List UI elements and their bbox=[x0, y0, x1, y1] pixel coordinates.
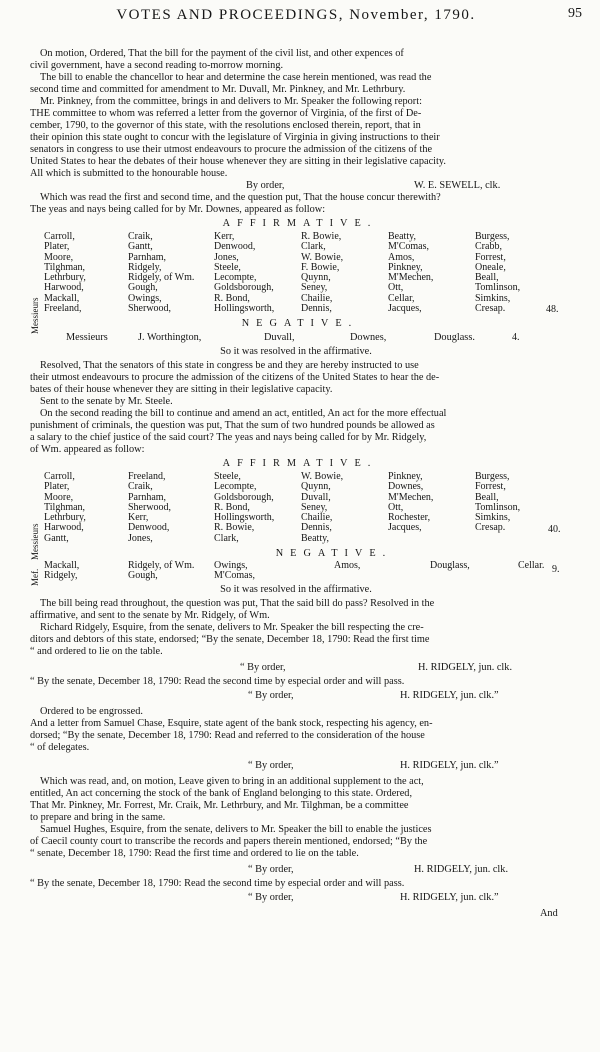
text-line: of Caecil county court to transcribe the records and papers therein mentioned, endorsed; “By the bbox=[30, 836, 428, 847]
member-name: Ott, bbox=[388, 501, 404, 513]
name-column bbox=[214, 232, 274, 314]
text-line: Which was read the first and second time, and the question put, That the house concur therewith? bbox=[40, 192, 441, 203]
member-name: F. Bowie, bbox=[301, 261, 340, 273]
signature-clerk: H. RIDGELY, jun. clk.” bbox=[400, 760, 499, 771]
text-line: cember, 1790, to the governor of this state, with the resolutions enclosed therein, report, that in bbox=[30, 120, 421, 131]
member-name: Lethrbury, bbox=[44, 272, 86, 284]
signature-by-order: “ By order, bbox=[248, 892, 294, 903]
member-name: Burgess, bbox=[475, 231, 510, 242]
member-name: Moore, bbox=[44, 491, 74, 503]
member-name: Hollingsworth, bbox=[214, 512, 275, 524]
text-line: to prepare and bring in the same. bbox=[30, 812, 166, 823]
member-name: Craik, bbox=[128, 231, 153, 242]
name-column bbox=[301, 232, 343, 314]
text-line: “ senate, December 18, 1790: Read the first time and ordered to lie on the table. bbox=[30, 848, 359, 859]
member-name: Ridgely, bbox=[128, 261, 162, 273]
member-name: Beall, bbox=[475, 491, 499, 503]
text-line: their opinion this state ought to concur with the legislature of Virginia in giving instructions to their bbox=[30, 132, 440, 143]
affirmative-roll-1 bbox=[44, 232, 564, 316]
member-name: Parnham, bbox=[128, 491, 167, 503]
member-name: Burgess, bbox=[475, 471, 510, 482]
member-name: Douglass, bbox=[430, 560, 470, 571]
member-name: Ott, bbox=[388, 282, 404, 294]
member-name: Ridgely, of Wm. bbox=[128, 560, 195, 571]
text-line: The bill being read throughout, the question was put, That the said bill do pass? Resolved in the bbox=[40, 598, 435, 609]
member-name: Tilghman, bbox=[44, 501, 86, 513]
text-line: And a letter from Samuel Chase, Esquire, state agent of the bank stock, respecting his agency, en- bbox=[30, 718, 433, 729]
member-name: Simkins, bbox=[475, 512, 511, 524]
member-name: Craik, bbox=[128, 481, 153, 493]
text-line: Sent to the senate by Mr. Steele. bbox=[40, 396, 173, 407]
text-line: Ordered to be engrossed. bbox=[40, 706, 143, 717]
name-column bbox=[301, 472, 343, 544]
name-column bbox=[128, 232, 194, 314]
member-name: Oneale, bbox=[475, 261, 506, 273]
member-name: Quynn, bbox=[301, 272, 331, 284]
member-name: Plater, bbox=[44, 481, 70, 493]
member-name: Rochester, bbox=[388, 512, 431, 524]
member-name: Steele, bbox=[214, 261, 241, 273]
name-column bbox=[518, 561, 544, 571]
signature-by-order: By order, bbox=[246, 180, 285, 191]
text-line: Richard Ridgely, Esquire, from the senate, delivers to Mr. Speaker the bill respecting the cre- bbox=[40, 622, 424, 633]
member-name: Ridgely, bbox=[44, 570, 78, 582]
name-column bbox=[475, 472, 520, 534]
member-name: Seney, bbox=[301, 282, 328, 294]
messieurs-side-label: Messieurs bbox=[30, 523, 40, 560]
member-name: Freeland, bbox=[44, 303, 82, 315]
text-line: Samuel Hughes, Esquire, from the senate, delivers to Mr. Speaker the bill to enable the justices bbox=[40, 824, 432, 835]
name-column bbox=[128, 472, 171, 544]
member-name: Freeland, bbox=[128, 471, 166, 482]
signature-by-order: “ By order, bbox=[248, 690, 294, 701]
text-line: The bill to enable the chancellor to hear and determine the case herein mentioned, was read the bbox=[40, 72, 432, 83]
text-line: bates of their house whenever they are sitting in their legislative capacity. bbox=[30, 384, 333, 395]
member-name: Beatty, bbox=[388, 231, 416, 242]
text-line: civil government, have a second reading to-morrow morning. bbox=[30, 60, 284, 71]
member-name: Gantt, bbox=[44, 532, 69, 544]
member-name: R. Bowie, bbox=[301, 231, 342, 242]
member-name: Forrest, bbox=[475, 481, 506, 493]
text-line: “ By the senate, December 18, 1790: Read the second time by especial order and will pass. bbox=[30, 676, 405, 687]
member-name: Beall, bbox=[475, 272, 499, 284]
member-name: M'Comas, bbox=[214, 570, 255, 582]
member-name: Chailie, bbox=[301, 512, 333, 524]
signature-clerk: H. RIDGELY, jun. clk.” bbox=[400, 690, 499, 701]
negative-heading: NEGATIVE. bbox=[275, 548, 393, 559]
text-line: Which was read, and, on motion, Leave given to bring in an additional supplement to the act, bbox=[40, 776, 424, 787]
text-line: their utmost endeavours to procure the admission of the citizens of the United States to hear the de- bbox=[30, 372, 440, 383]
member-name: Gough, bbox=[128, 282, 158, 294]
member-name: Crabb, bbox=[475, 241, 502, 253]
member-name: R. Bond, bbox=[214, 501, 250, 513]
negative-roll-2 bbox=[44, 561, 564, 583]
member-name: Douglass. bbox=[434, 332, 475, 343]
signature-clerk: H. RIDGELY, jun. clk. bbox=[418, 662, 513, 673]
member-name: Pinkney, bbox=[388, 471, 423, 482]
member-name: Mackall, bbox=[44, 292, 80, 304]
member-name: W. Bowie, bbox=[301, 251, 344, 263]
member-name: Quynn, bbox=[301, 481, 331, 493]
name-column bbox=[44, 561, 79, 582]
member-name: Carroll, bbox=[44, 231, 75, 242]
member-name: Moore, bbox=[44, 251, 74, 263]
text-line: “ By the senate, December 18, 1790: Read the second time by especial order and will pass. bbox=[30, 878, 405, 889]
member-name: Clark, bbox=[214, 532, 239, 544]
name-column bbox=[475, 232, 520, 314]
member-name: Dennis, bbox=[301, 522, 332, 534]
text-line: All which is submitted to the honourable house. bbox=[30, 168, 228, 179]
text-line: United States to hear the debates of their house whenever they are sitting in their legislative capacity. bbox=[30, 156, 446, 167]
member-name: Jones, bbox=[214, 251, 239, 263]
member-name: Tomlinson, bbox=[475, 501, 521, 513]
name-column bbox=[214, 472, 274, 544]
member-name: R. Bond, bbox=[214, 292, 250, 304]
text-line: ditors and debtors of this state, endorsed; “By the senate, December 18, 1790: Read the first time bbox=[30, 634, 430, 645]
name-column bbox=[128, 561, 194, 582]
text-line: punishment of criminals, the question was put, That the sum of two hundred pounds be allowed as bbox=[30, 420, 435, 431]
resolution-result: So it was resolved in the affirmative. bbox=[220, 346, 372, 357]
text-line: That Mr. Pinkney, Mr. Forrest, Mr. Craik, Mr. Lethrbury, and Mr. Tilghman, be a committee bbox=[30, 800, 409, 811]
page-title: VOTES AND PROCEEDINGS, November, 1790. bbox=[116, 7, 476, 23]
text-line: On motion, Ordered, That the bill for the payment of the civil list, and other expences of bbox=[40, 48, 404, 59]
member-name: Ridgely, of Wm. bbox=[128, 272, 195, 284]
member-name: Lethrbury, bbox=[44, 512, 86, 524]
member-name: Kerr, bbox=[214, 231, 235, 242]
text-line: second time and committed for amendment to Mr. Duvall, Mr. Pinkney, and Mr. Lethrbury. bbox=[30, 84, 406, 95]
catchword: And bbox=[540, 908, 558, 919]
member-name: Mackall, bbox=[44, 560, 80, 571]
member-name: Jacques, bbox=[388, 303, 422, 315]
negative-heading: NEGATIVE. bbox=[241, 318, 359, 329]
member-name: Owings, bbox=[128, 292, 162, 304]
messieurs-side-label: Mef. bbox=[30, 568, 40, 586]
affirmative-heading: AFFIRMATIVE. bbox=[222, 458, 378, 469]
name-column bbox=[44, 232, 86, 314]
member-name: Kerr, bbox=[128, 512, 149, 524]
member-name: Beatty, bbox=[301, 532, 329, 544]
member-name: Chailie, bbox=[301, 292, 333, 304]
member-name: Sherwood, bbox=[128, 501, 172, 513]
name-column bbox=[44, 472, 86, 544]
member-name: Parnham, bbox=[128, 251, 167, 263]
text-line: “ of delegates. bbox=[30, 742, 90, 753]
member-name: M'Mechen, bbox=[388, 272, 434, 284]
member-name: Gantt, bbox=[128, 241, 153, 253]
member-name: Harwood, bbox=[44, 522, 84, 534]
member-name: Sherwood, bbox=[128, 303, 172, 315]
member-name: J. Worthington, bbox=[138, 332, 202, 343]
signature-by-order: “ By order, bbox=[248, 760, 294, 771]
text-line: On the second reading the bill to continue and amend an act, entitled, An act for the more effectual bbox=[40, 408, 447, 419]
member-name: Downes, bbox=[350, 332, 387, 343]
text-line: senators in congress to use their utmost endeavours to procure the admission of the citizens of the bbox=[30, 144, 433, 155]
name-column bbox=[214, 561, 255, 582]
member-name: Seney, bbox=[301, 501, 328, 513]
member-name: Forrest, bbox=[475, 251, 506, 263]
member-name: Lecompte, bbox=[214, 272, 257, 284]
negative-count: 9. bbox=[552, 564, 560, 575]
name-column bbox=[388, 472, 433, 534]
text-line: of Wm. appeared as follow: bbox=[30, 444, 145, 455]
member-name: Cresap. bbox=[475, 303, 506, 315]
text-line: dorsed; “By the senate, December 18, 1790: Read and referred to the consideration of the house bbox=[30, 730, 425, 741]
member-name: Pinkney, bbox=[388, 261, 423, 273]
member-name: R. Bowie, bbox=[214, 522, 255, 534]
affirmative-count: 48. bbox=[546, 304, 559, 315]
text-line: Mr. Pinkney, from the committee, brings in and delivers to Mr. Speaker the following report: bbox=[40, 96, 422, 107]
member-name: Plater, bbox=[44, 241, 70, 253]
messieurs-side-label: Messieurs bbox=[30, 297, 40, 334]
member-name: Tomlinson, bbox=[475, 282, 521, 294]
member-name: Amos, bbox=[334, 560, 361, 571]
resolution-result: So it was resolved in the affirmative. bbox=[220, 584, 372, 595]
member-name: Owings, bbox=[214, 560, 248, 571]
member-name: Goldsborough, bbox=[214, 282, 274, 294]
affirmative-roll-2 bbox=[44, 472, 564, 546]
member-name: M'Mechen, bbox=[388, 491, 434, 503]
affirmative-count: 40. bbox=[548, 524, 561, 535]
member-name: W. Bowie, bbox=[301, 471, 344, 482]
signature-clerk: H. RIDGELY, jun. clk.” bbox=[400, 892, 499, 903]
name-column bbox=[430, 561, 470, 571]
page-number: 95 bbox=[568, 6, 582, 21]
member-name: M'Comas, bbox=[388, 241, 429, 253]
member-name: Tilghman, bbox=[44, 261, 86, 273]
text-line: The yeas and nays being called for by Mr. Downes, appeared as follow: bbox=[30, 204, 326, 215]
negative-count: 4. bbox=[512, 332, 520, 343]
member-name: Carroll, bbox=[44, 471, 75, 482]
text-line: THE committee to whom was referred a letter from the governor of Virginia, of the first of De- bbox=[30, 108, 422, 119]
member-name: Jacques, bbox=[388, 522, 422, 534]
text-line: Resolved, That the senators of this state in congress be and they are hereby instructed to use bbox=[40, 360, 419, 371]
signature-by-order: “ By order, bbox=[240, 662, 286, 673]
member-name: Cresap. bbox=[475, 522, 506, 534]
messieurs-label: Messieurs bbox=[66, 332, 108, 343]
member-name: Cellar. bbox=[518, 560, 545, 571]
signature-clerk: W. E. SEWELL, clk. bbox=[414, 180, 501, 191]
member-name: Jones, bbox=[128, 532, 153, 544]
member-name: Duvall, bbox=[264, 332, 295, 343]
member-name: Steele, bbox=[214, 471, 241, 482]
text-line: “ and ordered to lie on the table. bbox=[30, 646, 163, 657]
member-name: Clark, bbox=[301, 241, 326, 253]
member-name: Harwood, bbox=[44, 282, 84, 294]
text-line: affirmative, and sent to the senate by Mr. Ridgely, of Wm. bbox=[30, 610, 270, 621]
member-name: Cellar, bbox=[388, 292, 415, 304]
member-name: Downes, bbox=[388, 481, 424, 493]
text-line: entitled, An act concerning the stock of the bank of England belonging to this state. Ordered, bbox=[30, 788, 413, 799]
affirmative-heading: AFFIRMATIVE. bbox=[222, 218, 378, 229]
signature-by-order: “ By order, bbox=[248, 864, 294, 875]
member-name: Denwood, bbox=[214, 241, 256, 253]
member-name: Denwood, bbox=[128, 522, 170, 534]
member-name: Dennis, bbox=[301, 303, 332, 315]
member-name: Gough, bbox=[128, 570, 158, 582]
member-name: Lecompte, bbox=[214, 481, 257, 493]
member-name: Hollingsworth, bbox=[214, 303, 275, 315]
text-line: a salary to the chief justice of the said court? The yeas and nays being called for by Mr. Ridgely, bbox=[30, 432, 427, 443]
name-column bbox=[334, 561, 360, 571]
signature-clerk: H. RIDGELY, jun. clk. bbox=[414, 864, 509, 875]
member-name: Goldsborough, bbox=[214, 491, 274, 503]
member-name: Duvall, bbox=[301, 491, 331, 503]
member-name: Amos, bbox=[388, 251, 415, 263]
member-name: Simkins, bbox=[475, 292, 511, 304]
name-column bbox=[388, 232, 433, 314]
